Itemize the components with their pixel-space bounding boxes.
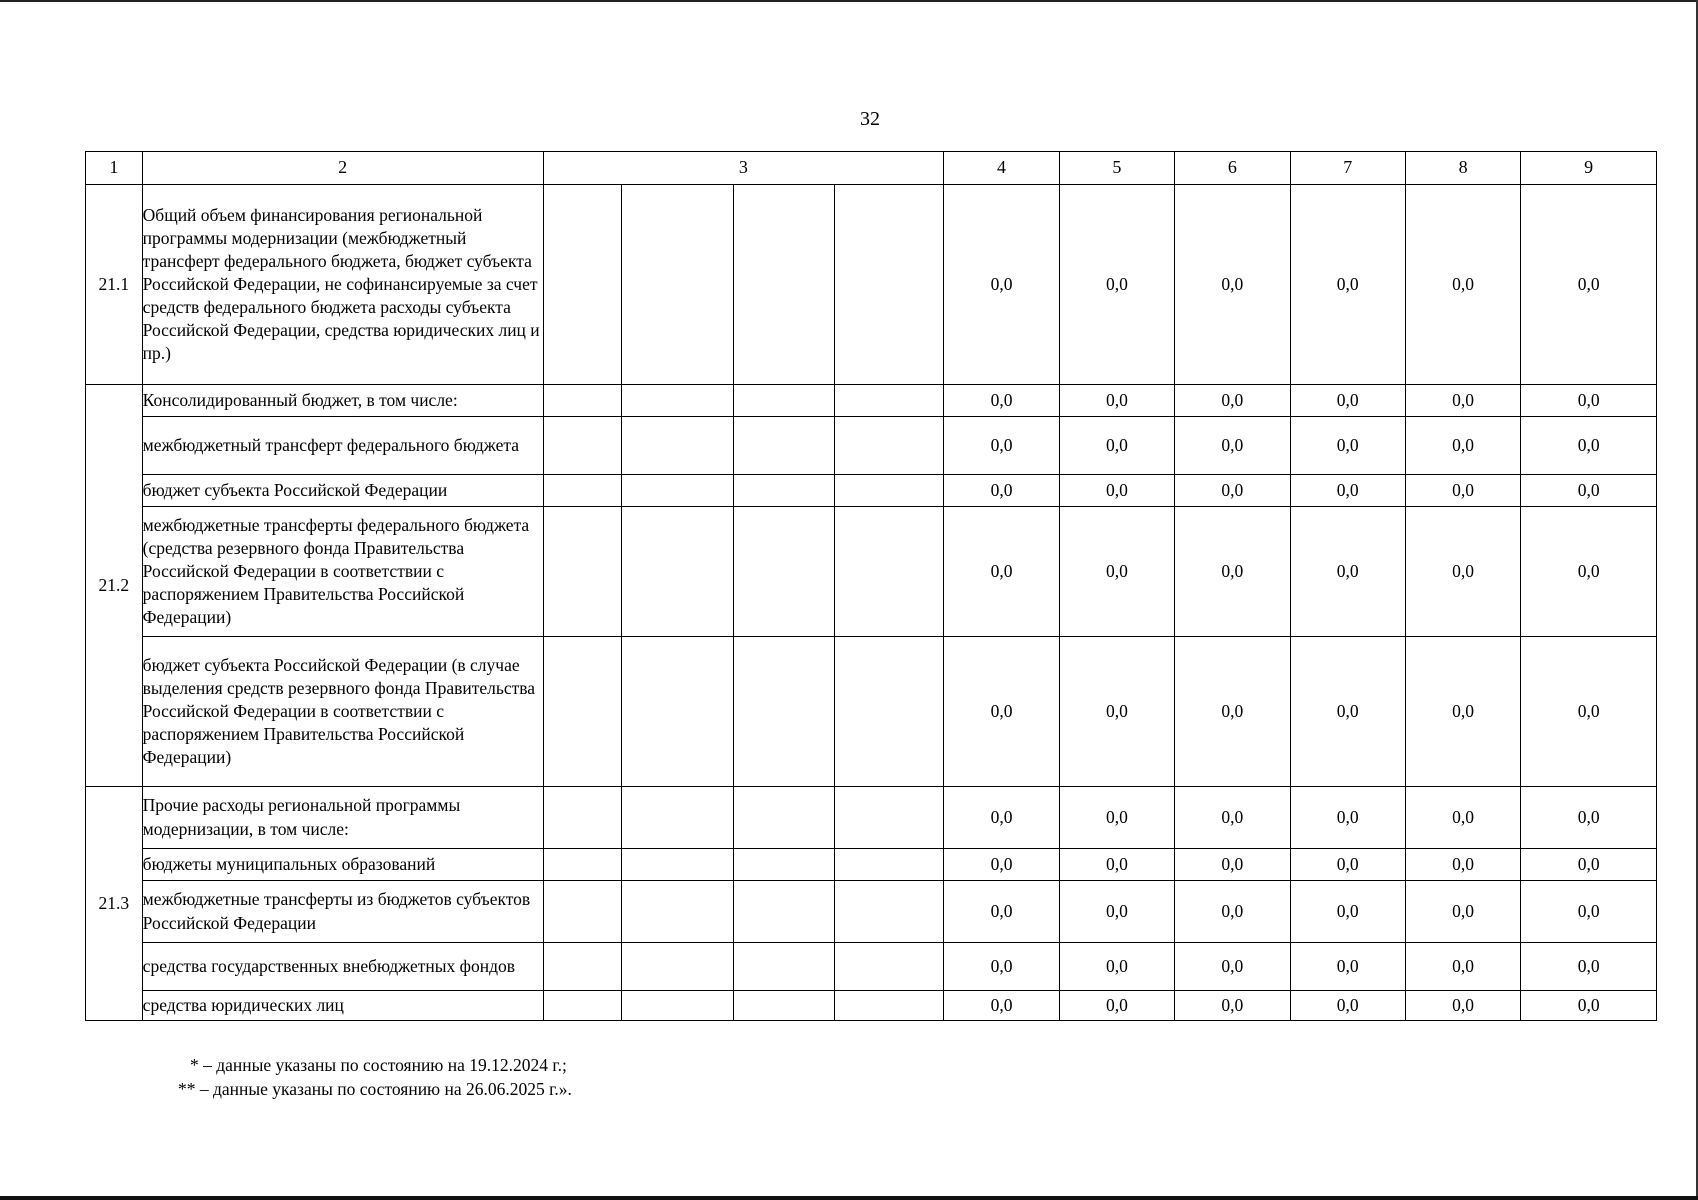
scan-bottom-edge bbox=[0, 1196, 1698, 1200]
col3-subcell bbox=[835, 637, 944, 787]
row-description: средства государственных внебюджетных фондов bbox=[142, 943, 543, 991]
header-cell-7: 7 bbox=[1290, 152, 1405, 185]
value-cell-col5: 0,0 bbox=[1059, 943, 1174, 991]
col3-subcell bbox=[543, 475, 622, 507]
value-cell-col9: 0,0 bbox=[1521, 637, 1657, 787]
col3-subcell bbox=[543, 637, 622, 787]
row-description: бюджет субъекта Российской Федерации bbox=[142, 475, 543, 507]
value-cell-col5: 0,0 bbox=[1059, 787, 1174, 849]
header-cell-9: 9 bbox=[1521, 152, 1657, 185]
value-cell-col6: 0,0 bbox=[1175, 507, 1290, 637]
table-row bbox=[86, 475, 1657, 507]
value-cell-col9: 0,0 bbox=[1521, 991, 1657, 1021]
financing-table bbox=[85, 151, 1657, 1021]
value-cell-col7: 0,0 bbox=[1290, 417, 1405, 475]
col3-subcell bbox=[622, 849, 733, 881]
section-number: 21.2 bbox=[86, 385, 143, 787]
col3-subcell bbox=[543, 787, 622, 849]
value-cell-col9: 0,0 bbox=[1521, 943, 1657, 991]
row-description: бюджеты муниципальных образований bbox=[142, 849, 543, 881]
col3-subcell bbox=[622, 385, 733, 417]
col3-subcell bbox=[622, 507, 733, 637]
col3-subcell bbox=[733, 881, 834, 943]
row-description: межбюджетный трансферт федерального бюджета bbox=[142, 417, 543, 475]
value-cell-col5: 0,0 bbox=[1059, 881, 1174, 943]
col3-subcell bbox=[622, 991, 733, 1021]
col3-subcell bbox=[622, 637, 733, 787]
row-description: Общий объем финансирования региональной программы модернизации (межбюджетный трансферт федерального бюджета, бюджет субъекта Российской Федерации, не софинансируемые за счет средств федерального бюджета расходы субъекта Российской Федерации, средства юридических лиц и пр.) bbox=[142, 185, 543, 385]
row-description: средства юридических лиц bbox=[142, 991, 543, 1021]
col3-subcell bbox=[733, 849, 834, 881]
col3-subcell bbox=[622, 475, 733, 507]
value-cell-col7: 0,0 bbox=[1290, 881, 1405, 943]
section-number: 21.3 bbox=[86, 787, 143, 1021]
value-cell-col5: 0,0 bbox=[1059, 385, 1174, 417]
col3-subcell bbox=[835, 991, 944, 1021]
table-row bbox=[86, 507, 1657, 637]
value-cell-col6: 0,0 bbox=[1175, 787, 1290, 849]
value-cell-col7: 0,0 bbox=[1290, 385, 1405, 417]
value-cell-col7: 0,0 bbox=[1290, 991, 1405, 1021]
value-cell-col5: 0,0 bbox=[1059, 475, 1174, 507]
value-cell-col8: 0,0 bbox=[1405, 507, 1520, 637]
value-cell-col6: 0,0 bbox=[1175, 943, 1290, 991]
table-row bbox=[86, 417, 1657, 475]
footnotes bbox=[178, 1054, 572, 1101]
header-cell-4: 4 bbox=[944, 152, 1059, 185]
value-cell-col7: 0,0 bbox=[1290, 943, 1405, 991]
value-cell-col5: 0,0 bbox=[1059, 991, 1174, 1021]
footnote-2: ** – данные указаны по состоянию на 26.06.2025 г.». bbox=[178, 1078, 572, 1099]
value-cell-col6: 0,0 bbox=[1175, 881, 1290, 943]
value-cell-col6: 0,0 bbox=[1175, 385, 1290, 417]
value-cell-col9: 0,0 bbox=[1521, 507, 1657, 637]
value-cell-col5: 0,0 bbox=[1059, 849, 1174, 881]
value-cell-col4: 0,0 bbox=[944, 849, 1059, 881]
col3-subcell bbox=[622, 943, 733, 991]
value-cell-col4: 0,0 bbox=[944, 507, 1059, 637]
row-description: межбюджетные трансферты федерального бюджета (средства резервного фонда Правительства Российской Федерации в соответствии с распоряжением Правительства Российской Федерации) bbox=[142, 507, 543, 637]
header-cell-3: 3 bbox=[543, 152, 944, 185]
value-cell-col8: 0,0 bbox=[1405, 417, 1520, 475]
col3-subcell bbox=[835, 849, 944, 881]
col3-subcell bbox=[733, 475, 834, 507]
value-cell-col9: 0,0 bbox=[1521, 185, 1657, 385]
col3-subcell bbox=[835, 185, 944, 385]
value-cell-col4: 0,0 bbox=[944, 185, 1059, 385]
value-cell-col7: 0,0 bbox=[1290, 475, 1405, 507]
value-cell-col8: 0,0 bbox=[1405, 475, 1520, 507]
value-cell-col8: 0,0 bbox=[1405, 637, 1520, 787]
col3-subcell bbox=[835, 417, 944, 475]
col3-subcell bbox=[622, 417, 733, 475]
col3-subcell bbox=[543, 991, 622, 1021]
value-cell-col9: 0,0 bbox=[1521, 475, 1657, 507]
value-cell-col4: 0,0 bbox=[944, 475, 1059, 507]
table-row bbox=[86, 991, 1657, 1021]
value-cell-col7: 0,0 bbox=[1290, 185, 1405, 385]
value-cell-col4: 0,0 bbox=[944, 991, 1059, 1021]
col3-subcell bbox=[543, 185, 622, 385]
value-cell-col7: 0,0 bbox=[1290, 849, 1405, 881]
table-row bbox=[86, 385, 1657, 417]
header-row bbox=[86, 152, 1657, 185]
value-cell-col8: 0,0 bbox=[1405, 991, 1520, 1021]
col3-subcell bbox=[733, 991, 834, 1021]
col3-subcell bbox=[733, 507, 834, 637]
section-number: 21.1 bbox=[86, 185, 143, 385]
value-cell-col9: 0,0 bbox=[1521, 787, 1657, 849]
table-row bbox=[86, 881, 1657, 943]
col3-subcell bbox=[835, 943, 944, 991]
table-row bbox=[86, 849, 1657, 881]
value-cell-col8: 0,0 bbox=[1405, 881, 1520, 943]
value-cell-col4: 0,0 bbox=[944, 881, 1059, 943]
header-cell-6: 6 bbox=[1175, 152, 1290, 185]
col3-subcell bbox=[733, 943, 834, 991]
value-cell-col5: 0,0 bbox=[1059, 507, 1174, 637]
value-cell-col9: 0,0 bbox=[1521, 417, 1657, 475]
value-cell-col4: 0,0 bbox=[944, 417, 1059, 475]
table-row bbox=[86, 185, 1657, 385]
row-description: межбюджетные трансферты из бюджетов субъектов Российской Федерации bbox=[142, 881, 543, 943]
header-cell-5: 5 bbox=[1059, 152, 1174, 185]
col3-subcell bbox=[622, 185, 733, 385]
value-cell-col5: 0,0 bbox=[1059, 417, 1174, 475]
col3-subcell bbox=[733, 787, 834, 849]
col3-subcell bbox=[543, 417, 622, 475]
col3-subcell bbox=[543, 881, 622, 943]
value-cell-col8: 0,0 bbox=[1405, 385, 1520, 417]
col3-subcell bbox=[543, 507, 622, 637]
col3-subcell bbox=[733, 385, 834, 417]
footnote-1: * – данные указаны по состоянию на 19.12.2024 г.; bbox=[190, 1055, 567, 1075]
header-cell-2: 2 bbox=[142, 152, 543, 185]
value-cell-col6: 0,0 bbox=[1175, 185, 1290, 385]
value-cell-col4: 0,0 bbox=[944, 787, 1059, 849]
value-cell-col9: 0,0 bbox=[1521, 881, 1657, 943]
header-cell-8: 8 bbox=[1405, 152, 1520, 185]
value-cell-col6: 0,0 bbox=[1175, 991, 1290, 1021]
value-cell-col8: 0,0 bbox=[1405, 787, 1520, 849]
row-description: бюджет субъекта Российской Федерации (в случае выделения средств резервного фонда Правительства Российской Федерации в соответствии с распоряжением Правительства Российской Федерации) bbox=[142, 637, 543, 787]
value-cell-col4: 0,0 bbox=[944, 385, 1059, 417]
col3-subcell bbox=[835, 881, 944, 943]
value-cell-col5: 0,0 bbox=[1059, 637, 1174, 787]
table-row bbox=[86, 943, 1657, 991]
col3-subcell bbox=[543, 943, 622, 991]
col3-subcell bbox=[622, 881, 733, 943]
page-number: 32 bbox=[860, 108, 880, 130]
col3-subcell bbox=[622, 787, 733, 849]
col3-subcell bbox=[543, 849, 622, 881]
header-cell-1: 1 bbox=[86, 152, 143, 185]
value-cell-col8: 0,0 bbox=[1405, 849, 1520, 881]
value-cell-col9: 0,0 bbox=[1521, 849, 1657, 881]
row-description: Консолидированный бюджет, в том числе: bbox=[142, 385, 543, 417]
value-cell-col7: 0,0 bbox=[1290, 787, 1405, 849]
value-cell-col4: 0,0 bbox=[944, 637, 1059, 787]
value-cell-col6: 0,0 bbox=[1175, 637, 1290, 787]
value-cell-col7: 0,0 bbox=[1290, 637, 1405, 787]
col3-subcell bbox=[733, 185, 834, 385]
col3-subcell bbox=[835, 385, 944, 417]
value-cell-col5: 0,0 bbox=[1059, 185, 1174, 385]
value-cell-col8: 0,0 bbox=[1405, 185, 1520, 385]
col3-subcell bbox=[733, 417, 834, 475]
value-cell-col8: 0,0 bbox=[1405, 943, 1520, 991]
value-cell-col4: 0,0 bbox=[944, 943, 1059, 991]
col3-subcell bbox=[835, 787, 944, 849]
col3-subcell bbox=[835, 507, 944, 637]
table-row bbox=[86, 787, 1657, 849]
row-description: Прочие расходы региональной программы модернизации, в том числе: bbox=[142, 787, 543, 849]
value-cell-col6: 0,0 bbox=[1175, 849, 1290, 881]
table-row bbox=[86, 637, 1657, 787]
col3-subcell bbox=[733, 637, 834, 787]
scan-top-edge bbox=[0, 0, 1698, 2]
value-cell-col7: 0,0 bbox=[1290, 507, 1405, 637]
value-cell-col6: 0,0 bbox=[1175, 475, 1290, 507]
value-cell-col6: 0,0 bbox=[1175, 417, 1290, 475]
value-cell-col9: 0,0 bbox=[1521, 385, 1657, 417]
col3-subcell bbox=[543, 385, 622, 417]
col3-subcell bbox=[835, 475, 944, 507]
